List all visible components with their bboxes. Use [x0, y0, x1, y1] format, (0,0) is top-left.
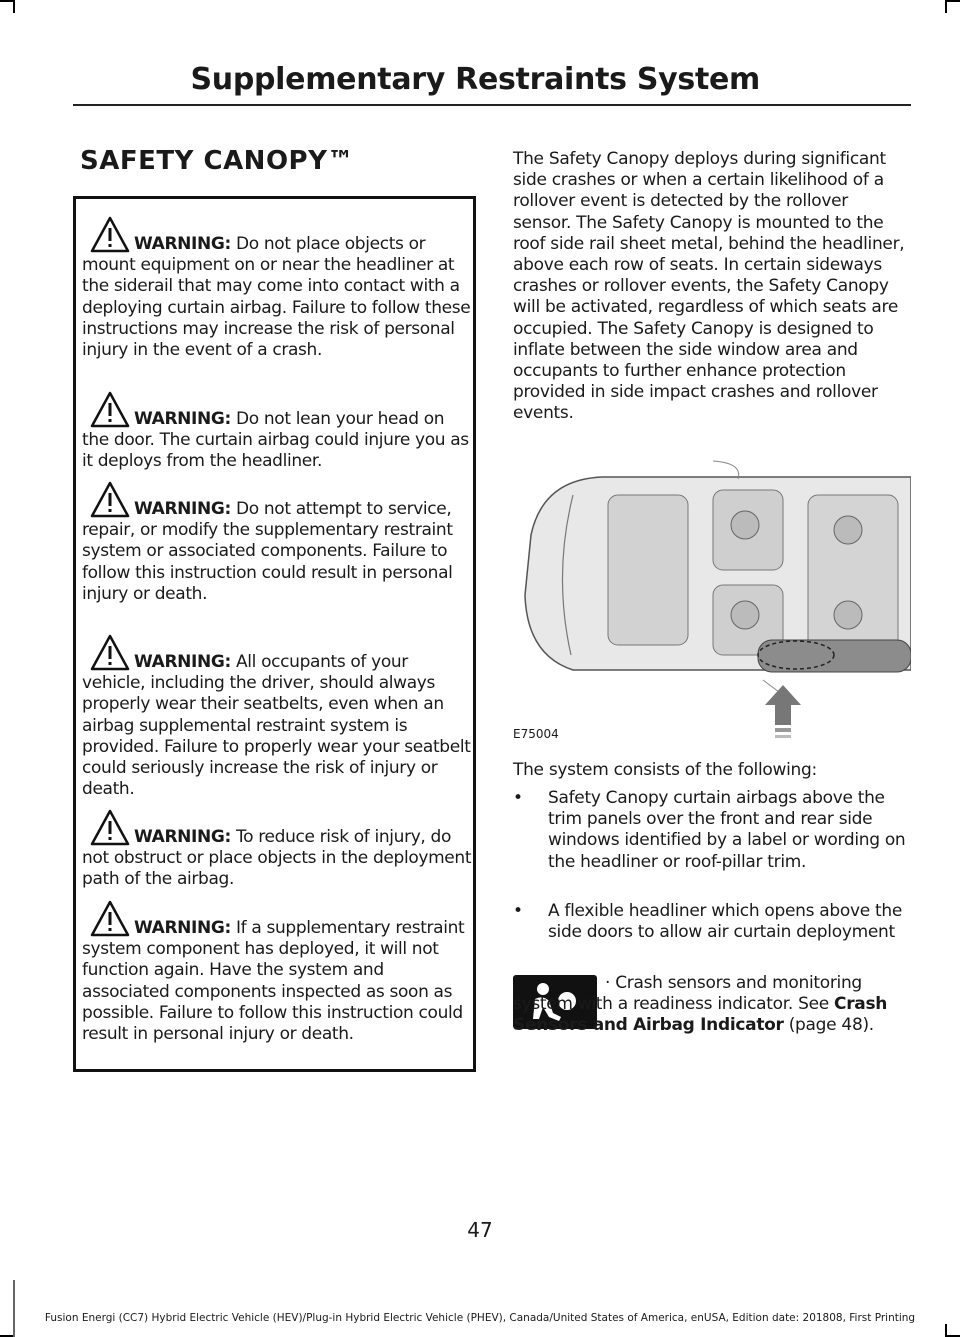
- crop-mark: [0, 0, 13, 2]
- header-divider: [73, 104, 911, 106]
- page-reference: (page 48).: [783, 1015, 874, 1036]
- warning-triangle-icon: [90, 481, 130, 519]
- section-title: SAFETY CANOPY™: [80, 146, 354, 176]
- figure-label: E75004: [513, 727, 559, 741]
- warning-label: WARNING:: [134, 652, 231, 672]
- warning-5: [82, 827, 476, 891]
- warning-label: WARNING:: [134, 827, 231, 847]
- intro-paragraph: The Safety Canopy deploys during significant side crashes or when a certain likelihood of a rollover event is detected by the rollover sensor. The Safety Canopy is mounted to the roof side rail sheet metal, behind the headliner, above each row of seats. In certain sideways crashes or rollover events, the Safety Canopy will be activated, regardless of which seats are occupied. The Safety Canopy is designed to inflate between the side window area and occupants to further enhance protection provided in side impact crashes and rollover events.: [513, 149, 905, 424]
- warning-triangle-icon: [90, 809, 130, 847]
- warning-label: WARNING:: [134, 409, 231, 429]
- list-item-text: Safety Canopy curtain airbags above the trim panels over the front and rear side windows identified by a label or wording on the headliner or roof-pillar trim.: [548, 788, 906, 872]
- warning-text: If a supplementary restraint system component has deployed, it will not function again. Have the system and associated components inspected as soon as possible. Failure to follow this instruction could result in personal injury or death.: [82, 918, 465, 1045]
- page-header-title: Supplementary Restraints System: [190, 62, 760, 97]
- warning-6: [82, 918, 476, 1045]
- bullet-dot: •: [513, 901, 523, 921]
- warning-triangle-icon: [90, 216, 130, 254]
- warning-text: To reduce risk of injury, do not obstruct or place objects in the deployment path of the airbag.: [82, 827, 472, 890]
- list-item-text: A flexible headliner which opens above the side doors to allow air curtain deployment: [548, 901, 903, 943]
- warning-triangle-icon: [90, 634, 130, 672]
- warning-text: Do not attempt to service, repair, or modify the supplementary restraint system or associated components. Failure to follow this instruction could result in personal injury or death.: [82, 499, 453, 604]
- sensor-paragraph: [513, 973, 911, 1037]
- warning-1: [82, 234, 476, 361]
- bullet-dot: •: [513, 788, 523, 808]
- sensor-text: · Crash sensors and monitoring system with a readiness indicator. See: [513, 973, 862, 1015]
- vehicle-cutaway-illustration: [513, 455, 911, 745]
- page-number: 47: [467, 1218, 493, 1242]
- list-item: [513, 788, 911, 873]
- warning-text: All occupants of your vehicle, including the driver, should always properly wear their seatbelts, even when an airbag supplemental restraint system is provided. Failure to properly wear your seatbelt could seriously increase the risk of injury or death.: [82, 652, 471, 800]
- warning-triangle-icon: [90, 391, 130, 429]
- consists-paragraph: The system consists of the following:: [513, 760, 817, 780]
- crop-mark: [13, 1280, 15, 1337]
- crop-mark: [945, 1324, 947, 1337]
- list-item: [513, 901, 911, 943]
- warning-4: [82, 652, 476, 800]
- warning-text: Do not place objects or mount equipment on or near the headliner at the siderail that may come into contact with a deploying curtain airbag. Failure to follow these instructions may increase the risk of personal injury in the event of a crash.: [82, 234, 471, 361]
- crop-mark: [947, 0, 960, 2]
- crop-mark: [945, 0, 947, 13]
- warning-3: [82, 499, 476, 605]
- footer-text: Fusion Energi (CC7) Hybrid Electric Vehicle (HEV)/Plug-in Hybrid Electric Vehicle (PHEV), Canada/United States of America, enUSA, Edition date: 201808, First Printing: [44, 1312, 916, 1324]
- warning-triangle-icon: [90, 900, 130, 938]
- warning-label: WARNING:: [134, 499, 231, 519]
- warning-text: Do not lean your head on the door. The curtain airbag could injure you as it deploys from the headliner.: [82, 409, 469, 472]
- warning-2: [82, 409, 476, 473]
- crash-sensors-link[interactable]: Crash Sensors and Airbag Indicator: [513, 994, 888, 1036]
- warning-label: WARNING:: [134, 918, 231, 938]
- crop-mark: [13, 0, 15, 13]
- warning-label: WARNING:: [134, 234, 231, 254]
